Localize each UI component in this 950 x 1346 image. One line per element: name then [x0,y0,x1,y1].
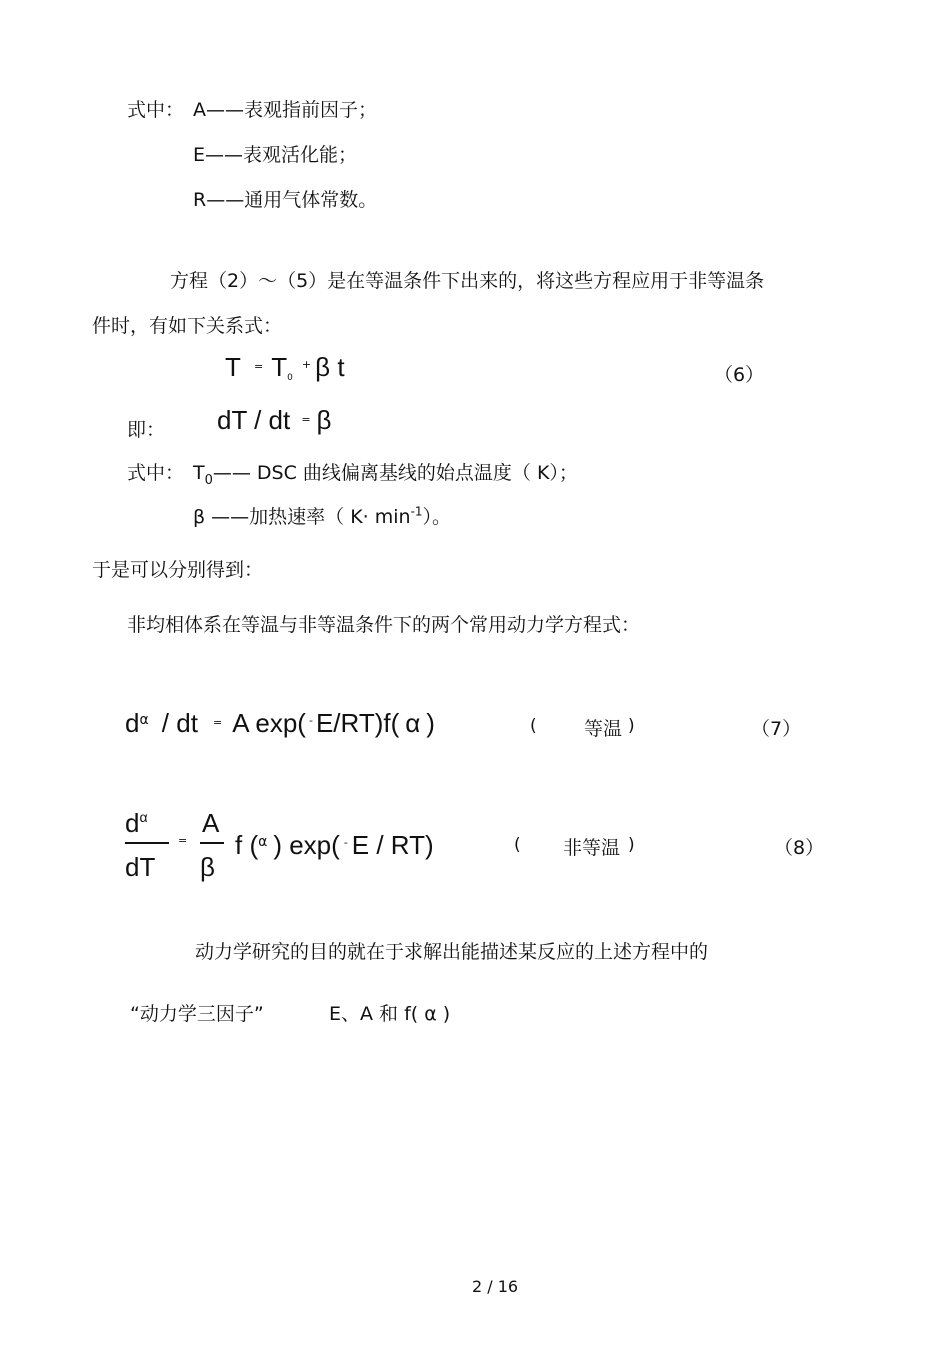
equation-number-7: （7） [751,718,802,740]
equation-label: 即： [127,419,166,441]
eq8-equals: = [178,834,188,847]
eq6-equals: = [253,360,264,373]
eq7-rhs2: E/RT)f( [315,708,400,738]
eq6-T0: T [271,352,288,382]
eq8-note-close: ) [628,835,635,855]
eq8-rhs [235,830,434,861]
beta-superscript: -1 [410,504,423,519]
eq8-frac2-numerator: A [202,808,220,838]
eq7-note-open: ( [530,716,537,736]
eq6b-beta: β [316,405,332,435]
eq6-T0-sub: 0 [287,373,293,383]
eq6-T: T [225,352,241,382]
eq7-equals: = [213,716,223,729]
eq8-rhs3: E / RT) [351,830,434,860]
eq7-minus: - [308,714,313,727]
eq7-d: d [125,708,140,738]
equation-6 [225,352,345,383]
eq8-note: 非等温 [563,837,621,859]
equation-6b [217,405,332,436]
eq6-plus: + [301,358,312,371]
paragraph-line: 于是可以分别得到： [92,559,264,581]
paragraph-line: 件时，有如下关系式： [92,315,283,337]
eq8-num-d: d [125,808,140,838]
definition-R: R——通用气体常数。 [193,189,378,211]
paragraph-line: “动力学三因子” [130,1003,264,1025]
eq7-alpha: α [139,712,149,728]
equation-7 [125,708,435,739]
eq8-rhs1: f ( [235,830,259,860]
eq7-note: 等温 [584,718,623,740]
eq8-note-open: ( [514,835,521,855]
eq8-denominator: dT [125,852,156,882]
eq6b-lhs: dT / dt [217,405,291,435]
equation-number-8: （8） [774,837,825,859]
equation-number-6: （6） [714,364,765,386]
eq8-num-alpha: α [139,809,148,825]
T0-description: —— DSC 曲线偏离基线的始点温度（ K）； [212,462,578,484]
eq7-note-close: ) [628,716,635,736]
eq8-fraction-bar [125,842,169,844]
eq7-alpha2: α [405,708,421,738]
eq8-frac2-denominator: β [200,852,215,882]
paragraph-line: E、A 和 f( α ) [329,1003,451,1025]
eq8-fraction2-bar [200,842,224,844]
eq6-beta-t: β t [315,352,345,382]
definition-T0 [193,458,578,488]
definitions-label: 式中： [127,99,185,121]
paragraph-line: 动力学研究的目的就在于求解出能描述某反应的上述方程中的 [195,941,709,963]
beta-end: ）。 [422,506,452,528]
definition-beta [193,502,451,529]
eq6b-equals: = [301,413,311,426]
eq7-dt: / dt [161,708,198,738]
definition-E: E——表观活化能； [193,144,358,166]
definition-A: A——表观指前因子； [193,99,377,121]
T0-symbol: T [193,462,205,484]
definitions-label: 式中： [127,462,185,484]
eq8-rhs2: ) exp( [273,830,340,860]
eq8-alpha: α [258,834,268,850]
T0-subscript: 0 [204,472,213,488]
paragraph-line: 非均相体系在等温与非等温条件下的两个常用动力学方程式： [127,614,641,636]
eq8-numerator [125,808,148,839]
page-number: 2 / 16 [472,1277,519,1296]
eq7-rhs: A exp( [232,708,306,738]
beta-description: β ——加热速率（ K· min [193,506,411,528]
paragraph-line: 方程（2）～（5）是在等温条件下出来的，将这些方程应用于非等温条 [170,270,765,292]
eq8-minus: - [343,836,348,849]
eq7-close: ) [426,708,435,738]
